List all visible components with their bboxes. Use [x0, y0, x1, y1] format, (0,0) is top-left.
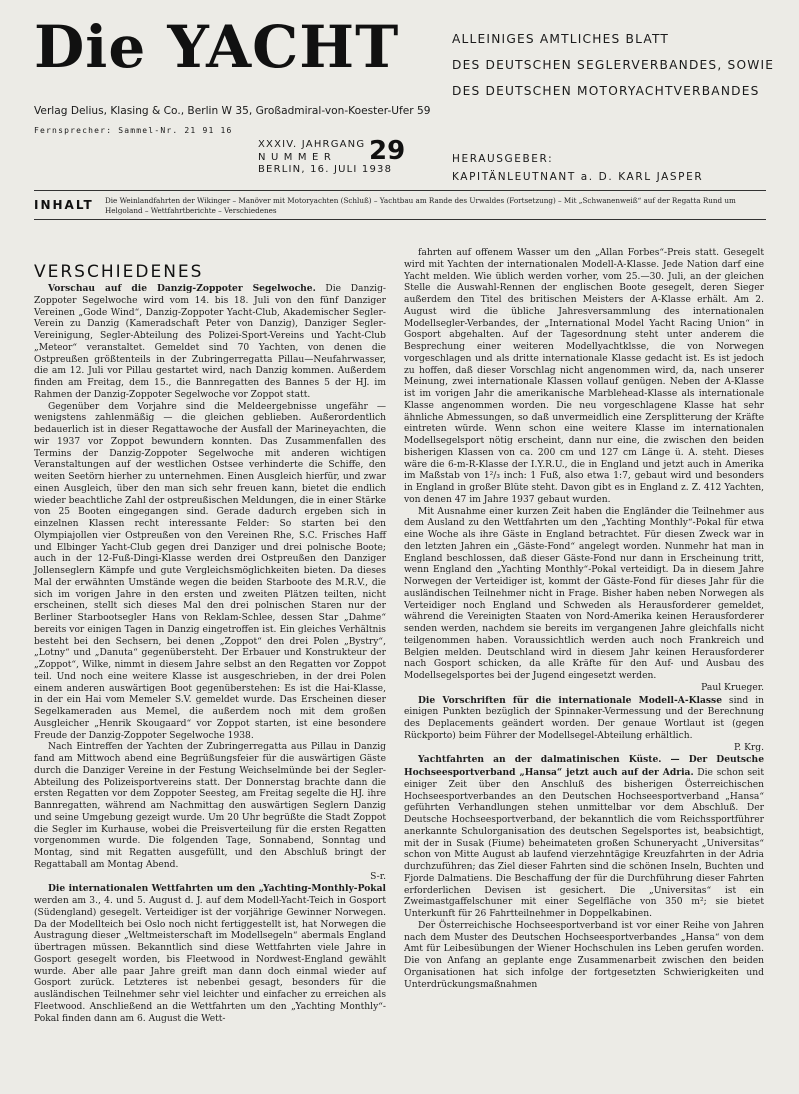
paragraph-text: Die schon seit einiger Zeit über den Anschluß des bisherigen Österreichischen Hochseesportverbandes an den Deutschen Hochseesportverband „Hansa“ geführten Verhandlungen stehen unmittelbar vor dem Abschluß. Der Deutsche Hochseesportverband, der bekanntlich die vom Reichssportführer anerkannte Schulorganisation des deutschen Segelsportes ist, beabsichtigt, mit der in Susak (Fiume) beheimateten großen Schuneryacht „Universitas“ schon von Mitte August ab laufend vierzehntägige Kreuzfahrten in der Adria durchzuführen; das Ziel dieser Fahrten sind die schönen Inseln, Buchten und Fjorde Dalmatiens. Die Beschaffung der für die Durchführung dieser Fahrten erforderlichen Devisen ist gesichert. Die „Universitas“ ist ein Zweimastgaffelschuner mit einer Segelfläche von 350 m²; sie bietet Unterkunft für 26 Fahrtteilnehmer in Doppelkabinen.: [404, 768, 764, 919]
bottom-rule: [34, 219, 766, 220]
paragraph-text: fahrten auf offenem Wasser um den „Allan Forbes“-Preis statt. Gesegelt wird mit Yachten der internationalen Modell-A-Klasse. Jede Nation darf eine Yacht melden. Wie üblich werden vorher, vom 25.—30. Juli, an der gleichen Stelle die Auswahl-Rennen der englischen Boote gesegelt, deren Sieger außerdem den Titel des britischen Meisters der A-Klasse erhält. Am 2. August wird die übliche Jahresversammlung des internationalen Modellsegler-Verbandes, der „International Model Yacht Racing Union“ in Gosport abgehalten. Auf der Tagesordnung steht unter anderem die Besprechung einer weiteren Modellyachtklsse, die von Norwegen vorgeschlagen und als dritte internationale Klasse gedacht ist. Es ist jedoch zu hoffen, daß dieser Vorschlag nicht angenommen wird, da, nach unserer Meinung, zwei internationale Klassen vollauf genügen. Neben der A-Klasse ist im vorigen Jahr die amerikanische Marblehead-Klasse als internationale Klasse angenommen worden. Die neu vorgeschlagene Klasse hat sehr ähnliche Abmessungen, so daß unvermeidlich eine Zersplitterung der Kräfte eintreten würde. Wenn schon eine weitere Klasse im internationalen Modellsegelsport nötig erscheint, dann nur eine, die zwischen den beiden bisherigen Klassen von ca. 200 cm und 127 cm Länge ü. A. steht. Dieses wäre die 6-m-R-Klasse der I.Y.R.U., die in England und jetzt auch in Amerika im Maßstab von 1²/₃ inch: 1 Fuß, also etwa 1:7, gebaut wird und besonders in England in großer Blüte steht. Davon gibt es in England z. Z. 412 Yachten, von denen 47 im Jahre 1937 gebaut wurden.: [404, 248, 764, 505]
tagline-line-1: ALLEINIGES AMTLICHES BLATT: [452, 32, 670, 46]
masthead-title: Die YACHT: [34, 13, 400, 81]
article-signature: [404, 743, 764, 755]
article-paragraph: [34, 883, 386, 1025]
issue-year: XXXIV. JAHRGANG: [258, 139, 366, 150]
section-title: VERSCHIEDENES: [34, 262, 204, 282]
issue-date: BERLIN, 16. JULI 1938: [258, 164, 393, 175]
paragraph-text: Die Danzig-Zoppoter Segelwoche wird vom 14. bis 18. Juli von den fünf Danziger Vereinen „Gode Wind“, Danzig-Zoppoter Yacht-Club, Akademischer Segler-Verein zu Danzig (Kameradschaft Peter von Danzig), Danziger Segler-Vereinigung, Segler-Abteilung des Polizei-Sport-Vereins und Yacht-Club „Meteor“ veranstaltet. Gemeldet sind 70 Yachten, von denen die Ostpreußen größtenteils in der Zubringerregatta Pillau—Neufahrwasser, die am 12. Juli vor Pillau gestartet wird, nach Danzig kommen. Außerdem finden am Freitag, dem 15., die Bannregatten des Bannes 5 der HJ. im Rahmen der Danzig-Zoppoter Segelwoche vor Zoppot statt.: [34, 284, 386, 400]
issue-number: 29: [369, 136, 406, 166]
editor-block: [452, 150, 703, 186]
tagline-line-2: DES DEUTSCHEN SEGLERVERBANDES, SOWIE: [452, 58, 775, 72]
paragraph-text: P. Krg.: [733, 742, 764, 753]
paragraph-text: Mit Ausnahme einer kurzen Zeit haben die Engländer die Teilnehmer aus dem Ausland zu den Wettfahrten um den „Yachting Monthly“-Pokal für etwa eine Woche als ihre Gäste in England betrachtet. Für diesen Zweck war in den letzten Jahren ein „Gäste-Fond“ angelegt worden. Nunmehr hat man in England beschlossen, daß dieser Gäste-Fond nur dann in Erscheinung tritt, wenn England den „Yachting Monthly“-Pokal verteidigt. Da in diesem Jahre Norwegen der Verteidiger ist, kommt der Gäste-Fond für dieses Jahr für die ausländischen Teilnehmer nicht in Frage. Bisher haben neben Norwegen als Verteidiger noch England und Schweden als Herausforderer gemeldet, während die Vereinigten Staaten von Nord-Amerika keinen Herausforderer senden werden, nachdem sie bereits im vergangenen Jahre gleichfalls nicht teilgenommen haben. Voraussichtlich werden auch noch Frankreich und Belgien melden. Deutschland wird in diesem Jahr keinen Herausforderer nach Gosport schicken, da alle Kräfte für den Auf- und Ausbau des Modellsegelsportes bei der Jugend eingesetzt werden.: [404, 506, 764, 681]
phone-number: Fernsprecher: Sammel-Nr. 21 91 16: [34, 126, 233, 135]
editor-label: HERAUSGEBER:: [452, 153, 554, 165]
paragraph-text: Gegenüber dem Vorjahre sind die Meldeergebnisse ungefähr — wenigstens zahlenmäßig — die gleichen geblieben. Außerordentlich bedauerlich ist in dieser Regattawoche der Ausfall der Marineyachten, die wir 1937 vor Zoppot bewundern konnten. Das Zusammenfallen des Termins der Danzig-Zoppoter Segelwoche mit anderen wichtigen Veranstaltungen auf der westlichen Ostsee verhinderte die Schiffe, den weiten Seetörn hierher zu unternehmen. Einen Ausgleich hierfür, und zwar einen Ausgleich, über den man sich sehr freuen kann, bietet die endlich wieder beachtliche Zahl der ostpreußischen Meldungen, die in einer Stärke von 25 Booten eingegangen sind. Gerade dadurch ergeben sich in einzelnen Klassen recht interessante Felder: So starten bei den Olympiajollen vier Ostpreußen von den Vereinen Rhe, S.C. Frisches Haff und Elbinger Yacht-Club gegen drei Danziger und drei polnische Boote; auch in der 12-Fuß-Dingi-Klasse werden drei Ostpreußen den Danziger Jollenseglern Kämpfe und gute Vergleichsmöglichkeiten bieten. Da dieses Mal der erwähnten Umstände wegen die beiden Starboote des M.R.V., die sich im vorigen Jahre in den ersten und zweiten Plätzen teilten, nicht erscheinen, stellt sich dieses Mal den drei polnischen Staren nur der Berliner Starbootsegler Hans von Reklam-Schlee, dessen Star „Dahme“ bereits vor einigen Tagen in Danzig eingetroffen ist. Ein gleiches Verhältnis besteht bei den Sechsern, bei denen „Zoppot“ den drei Polen „Bystry“, „Lotny“ und „Danuta“ gegenübersteht. Der Erbauer und Konstrukteur der „Zoppot“, Wilke, nimmt in diesem Jahre selbst an den Regatten vor Zoppot teil. Und noch eine weitere Klasse ist ausgeschrieben, in der drei Polen einem anderen auswärtigen Boot gegenüberstehen: Es ist die Hai-Klasse, in der ein Hai vom Memeler S.V. gemeldet wurde. Das Erscheinen dieser Segelkameraden aus Memel, die außerdem noch mit dem großen Ausgleicher „Henrik Skougaard“ vor Zoppot starten, ist eine besondere Freude der Danzig-Zoppoter Segelwoche 1938.: [34, 401, 386, 741]
paragraph-heading: Die internationalen Wettfahrten um den „Yachting-Monthly-Pokal: [48, 883, 386, 895]
paragraph-text: S-r.: [370, 871, 386, 882]
paragraph-text: Paul Krueger.: [701, 682, 764, 693]
editor-name: KAPITÄNLEUTNANT a. D. KARL JASPER: [452, 171, 704, 183]
article-paragraph: [34, 402, 386, 743]
contents-heading: INHALT: [34, 198, 94, 212]
tagline-line-3: DES DEUTSCHEN MOTORYACHTVERBANDES: [452, 84, 760, 98]
publisher-address: Verlag Delius, Klasing & Co., Berlin W 35, Großadmiral-von-Koester-Ufer 59: [34, 105, 431, 117]
article-paragraph: [34, 742, 386, 871]
article-signature: [34, 872, 386, 884]
top-rule: [34, 190, 766, 191]
article-paragraph: [404, 507, 764, 683]
article-paragraph: [404, 248, 764, 507]
paragraph-heading: Vorschau auf die Danzig-Zoppoter Segelwoche.: [48, 283, 316, 294]
article-paragraph: [404, 695, 764, 743]
issue-label: NUMMER: [258, 151, 337, 163]
paragraph-text: werden am 3., 4. und 5. August d. J. auf dem Modell-Yacht-Teich in Gosport (Südengland) gesegelt. Verteidiger ist der vorjährige Gewinner Norwegen. Da der Modellteich bei Oslo noch nicht fertiggestellt ist, hat Norwegen die Austragung dieser „Weltmeisterschaft im Modellsegeln“ abermals England übertragen müssen. Bekanntlich sind diese Wettfahrten viele Jahre in Gosport gesegelt worden, bis Fleetwood in Nordwest-England gewählt wurde. Aber alle paar Jahre greift man dann doch einmal wieder auf Gosport zurück. Letzteres ist nebenbei gesagt, besonders für die ausländischen Teilnehmer sehr viel leichter und einfacher zu erreichen als Fleetwood. Anschließend an die Wettfahrten um den „Yachting Monthly“-Pokal finden dann am 6. August die Wett-: [34, 896, 386, 1024]
article-paragraph: [404, 921, 764, 992]
article-signature: [404, 683, 764, 695]
paragraph-heading: Die Vorschriften für die internationale Modell-A-Klasse: [418, 694, 722, 706]
masthead-tagline: [452, 26, 774, 104]
article-paragraph: [404, 754, 764, 921]
paragraph-text: Der Österreichische Hochseesportverband ist vor einer Reihe von Jahren nach dem Muster des Deutschen Hochseesportverbandes „Hansa“ von dem Amt für Leibesübungen der Wiener Hochschulen ins Leben gerufen worden. Die von Anfang an geplante enge Zusammenarbeit zwischen den beiden Organisationen hat sich infolge der fortgesetzten Schwierigkeiten und Unterdrückungsmaßnahmen: [404, 920, 764, 990]
article-paragraph: [34, 283, 386, 402]
column-right: [404, 248, 764, 991]
paragraph-heading: Yachtfahrten an der dalmatinischen Küste. — Der Deutsche Hochseesportverband „Hansa“ jetzt auch auf der Adria.: [404, 754, 764, 778]
column-left: [34, 283, 386, 1025]
paragraph-text: Nach Eintreffen der Yachten der Zubringerregatta aus Pillau in Danzig fand am Mittwoch abend eine Begrüßungsfeier für die auswärtigen Gäste durch die Danziger Vereine in der Festung Weichselmünde bei der Segler-Abteilung des Polizeisportvereins statt. Der Donnerstag brachte dann die ersten Regatten vor dem Zoppoter Seesteg, am Freitag segelte die HJ. ihre Bannregatten, während am Nachmittag den auswärtigen Seglern Danzig und seine Umgebung gezeigt wurde. Um 20 Uhr begrüßte die Stadt Zoppot die Segler im Kurhause, wobei die Preisverteilung für die ersten Regatten vorgenommen wurde. Die folgenden Tage, Sonnabend, Sonntag und Montag, sind mit Regatten ausgefüllt, und den Abschluß bringt der Regattaball am Montag Abend.: [34, 742, 386, 870]
paragraph-text: sind in einigen Punkten bezüglich der Spinnaker-Vermessung und der Berechnung des Deplacements geändert worden. Der genaue Wortlaut ist (gegen Rückporto) beim Führer der Modellsegel-Abteilung erhältlich.: [404, 695, 764, 741]
contents-text: Die Weinlandfahrten der Wikinger – Manöver mit Motoryachten (Schluß) – Yachtbau am Rande des Urwaldes (Fortsetzung) – Mit „Schwanenweiß“ auf der Regatta Rund um Helgoland – Wettfahrtberichte – Verschiedenes: [105, 196, 736, 215]
